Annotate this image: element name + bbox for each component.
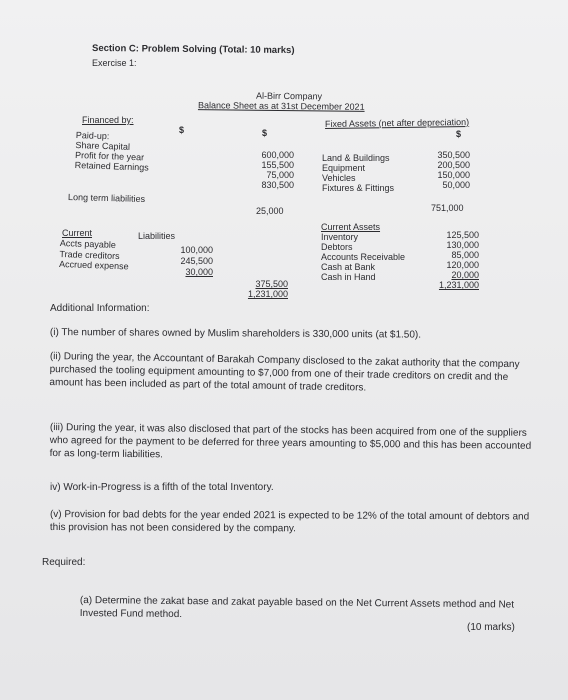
current-asset-item: Cash at Bank (321, 262, 376, 272)
right-grand-total: 1,231,000 (438, 280, 479, 290)
current-liabilities-heading: Current (62, 228, 93, 238)
equity-item: Retained Earnings (74, 159, 149, 173)
question-a: (a) Determine the zakat base and zakat payable based on the Net Current Assets method and Net Invested Fund method. (79, 594, 515, 621)
fixed-asset-value: 200,500 (437, 160, 470, 170)
dollar-sign-left: $ (179, 125, 185, 135)
fixed-asset-values (426, 150, 470, 190)
dollar-sign-middle: $ (262, 128, 268, 138)
current-asset-value: 130,000 (446, 240, 479, 250)
current-liability-item: Accrued expense (58, 258, 129, 272)
equity-items (75, 130, 150, 173)
info-item-1: (i) The number of shares owned by Muslim shareholders is 330,000 units (at $1.50). (49, 326, 422, 341)
fixed-asset-value: 350,500 (437, 150, 470, 160)
financed-by-label: Financed by: (82, 115, 134, 125)
current-liability-values (168, 245, 213, 278)
balance-sheet-title: Balance Sheet as at 31st December 2021 (197, 100, 365, 112)
company-name: Al-Birr Company (255, 90, 323, 102)
fixed-asset-value: 50,000 (442, 180, 470, 190)
fixed-asset-item: Equipment (322, 163, 366, 173)
section-title: Section C: Problem Solving (Total: 10 marks) (91, 42, 295, 57)
equity-values (252, 150, 294, 190)
additional-info-heading: Additional Information: (50, 303, 150, 314)
required-heading: Required: (42, 557, 86, 568)
info-item-4: iv) Work-in-Progress is a fifth of the total Inventory. (50, 482, 274, 493)
current-asset-values (427, 230, 479, 290)
liabilities-heading: Liabilities (138, 231, 176, 241)
current-liability-value: 100,000 (180, 245, 213, 255)
current-asset-item: Cash in Hand (321, 272, 376, 282)
long-term-liabilities-label: Long term liabilities (67, 191, 146, 205)
current-liability-item: Trade creditors (59, 248, 120, 261)
long-term-liabilities-value: 25,000 (256, 206, 284, 216)
equity-value: 75,000 (266, 170, 294, 180)
fixed-asset-item: Fixtures & Fittings (322, 183, 395, 193)
current-asset-item: Debtors (321, 242, 353, 252)
fixed-asset-value: 150,000 (437, 170, 470, 180)
current-liability-items (59, 238, 130, 272)
current-liability-value: 245,500 (180, 256, 213, 266)
total-current-liabilities: 375,500 (255, 279, 288, 289)
equity-value: 830,500 (261, 180, 294, 190)
info-item-3: (iii) During the year, it was also disclosed that part of the stocks has been acquired from one of the suppliers who agreed for the payment to be deferred for three years amounting to $5,000 and this has been accounted for as long-term liabilities. (49, 421, 532, 461)
equity-value: 600,000 (261, 150, 294, 160)
left-totals (242, 279, 288, 299)
current-liability-value: 30,000 (185, 267, 213, 277)
fixed-assets-total: 751,000 (431, 203, 464, 213)
current-liability-item: Accts payable (59, 238, 116, 250)
fixed-asset-items (322, 153, 394, 193)
current-asset-item: Inventory (321, 232, 359, 242)
current-asset-value: 120,000 (446, 260, 479, 270)
current-asset-value: 125,500 (446, 230, 479, 240)
exercise-label: Exercise 1: (92, 58, 137, 68)
current-asset-items (321, 232, 405, 282)
dollar-sign-right: $ (456, 129, 462, 139)
equity-item: Profit for the year (74, 149, 145, 163)
equity-item: Share Capital (75, 139, 131, 152)
current-asset-value: 20,000 (451, 270, 479, 280)
current-assets-heading: Current Assets (321, 222, 381, 232)
current-asset-item: Accounts Receivable (321, 252, 406, 262)
info-item-5: (v) Provision for bad debts for the year ended 2021 is expected to be 12% of the total amount of debtors and this provision has not been considered by the company. (49, 509, 530, 535)
equity-value: 155,500 (261, 160, 294, 170)
question-a-marks: (10 marks) (467, 622, 515, 633)
left-grand-total: 1,231,000 (247, 289, 288, 299)
fixed-assets-heading: Fixed Assets (net after depreciation) (324, 116, 470, 130)
fixed-asset-item: Vehicles (322, 173, 356, 183)
fixed-asset-item: Land & Buildings (322, 153, 390, 163)
current-asset-value: 85,000 (451, 250, 479, 260)
info-item-2: (ii) During the year, the Accountant of Barakah Company disclosed to the zakat authority that the company purchased the tooling equipment amounting to $7,000 from one of their trade creditors on credit and the amount has been included as part of the total amount of trade creditors. (49, 350, 520, 394)
equity-item: Paid-up: (75, 130, 110, 142)
